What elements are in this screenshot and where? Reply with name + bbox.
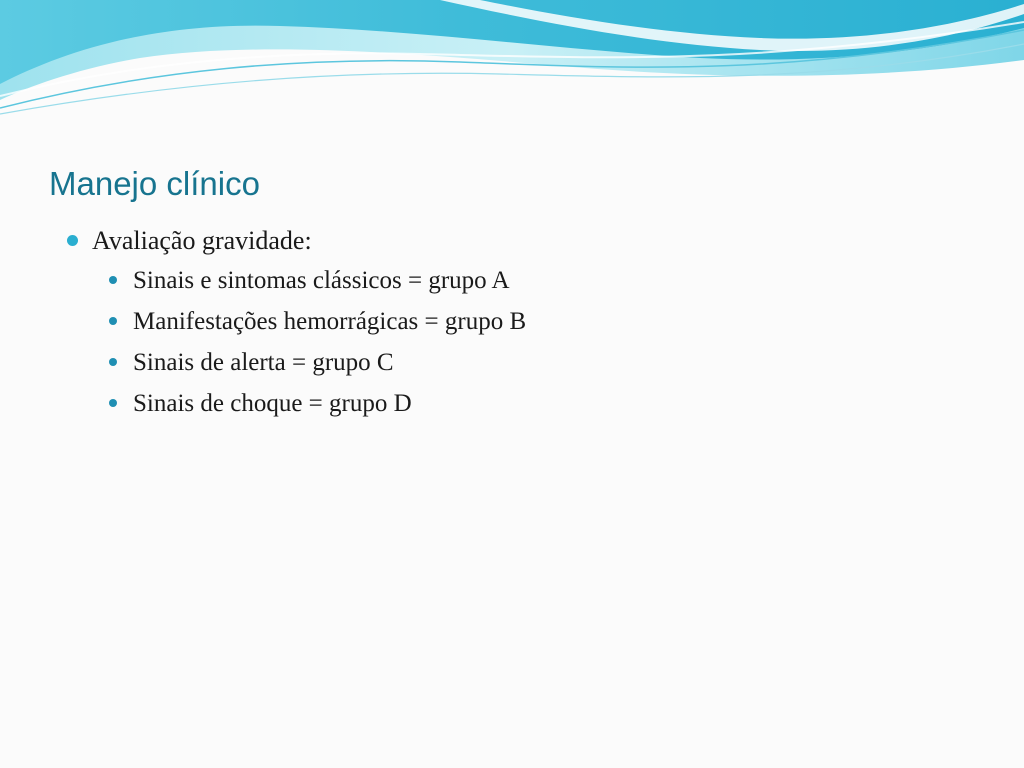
sub-bullet-dot-icon bbox=[109, 399, 117, 407]
sub-bullet-item-grupo-b bbox=[0, 301, 526, 342]
wave-header-decoration bbox=[0, 0, 1024, 130]
bullet-dot-icon bbox=[67, 235, 78, 246]
sub-bullet-dot-icon bbox=[109, 358, 117, 366]
sub-bullet-dot-icon bbox=[109, 276, 117, 284]
bullet-list bbox=[0, 222, 526, 424]
sub-bullet-item-grupo-a bbox=[0, 260, 526, 301]
sub-bullet-item-grupo-c bbox=[0, 342, 526, 383]
sub-bullet-dot-icon bbox=[109, 317, 117, 325]
sub-bullet-item-grupo-d bbox=[0, 383, 526, 424]
sub-bullet-text: Sinais de choque = grupo D bbox=[133, 390, 412, 417]
sub-bullet-text: Sinais de alerta = grupo C bbox=[133, 349, 394, 376]
slide-title: Manejo clínico bbox=[49, 165, 260, 202]
bullet-item-avaliacao bbox=[0, 222, 526, 260]
sub-bullet-text: Manifestações hemorrágicas = grupo B bbox=[133, 308, 527, 335]
sub-bullet-text: Sinais e sintomas clássicos = grupo A bbox=[133, 267, 510, 294]
bullet-text: Avaliação gravidade: bbox=[92, 226, 312, 255]
